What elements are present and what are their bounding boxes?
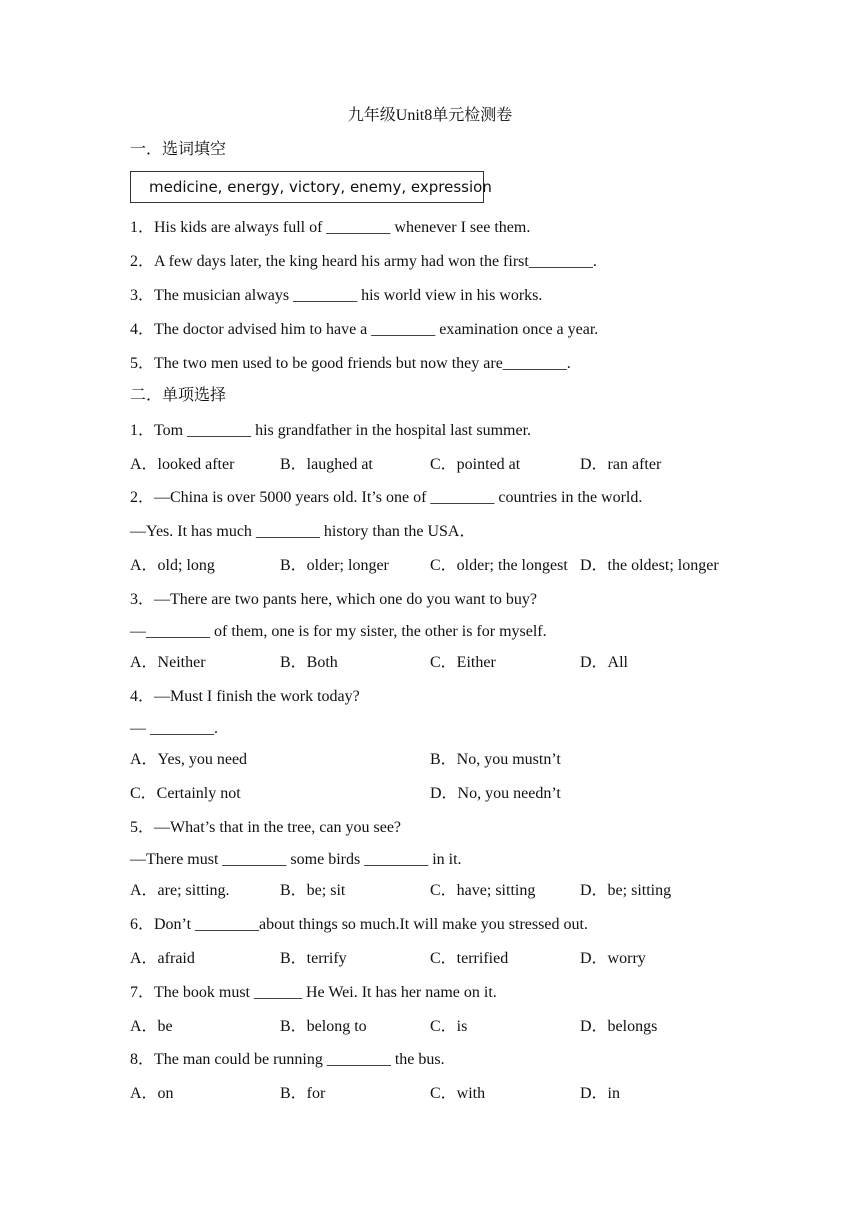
question-7-option-b: B．belong to bbox=[280, 1018, 367, 1035]
question-1-option-b: B．laughed at bbox=[280, 456, 373, 473]
question-6-option-c: C．terrified bbox=[430, 950, 509, 967]
question-1-option-d: D．ran after bbox=[580, 456, 662, 473]
vocab-item-3: 3．The musician always ________ his world view in his works. bbox=[130, 287, 543, 304]
vocab-item-2: 2．A few days later, the king heard his army had won the first________. bbox=[130, 253, 597, 270]
question-2-option-c: C．older; the longest bbox=[430, 557, 568, 574]
vocab-item-5: 5．The two men used to be good friends but now they are________. bbox=[130, 355, 571, 372]
question-5-stem-reply: —There must ________ some birds ________ in it. bbox=[130, 851, 462, 868]
question-2-stem: 2．—China is over 5000 years old. It’s one of ________ countries in the world. bbox=[130, 489, 643, 506]
question-4-option-b: B．No, you mustn’t bbox=[430, 751, 561, 768]
question-3-option-a: A．Neither bbox=[130, 654, 206, 671]
question-2-stem-reply: —Yes. It has much ________ history than the USA． bbox=[130, 523, 476, 540]
question-6-option-b: B．terrify bbox=[280, 950, 347, 967]
question-2-option-a: A．old; long bbox=[130, 557, 215, 574]
question-5-stem: 5．—What’s that in the tree, can you see? bbox=[130, 819, 402, 836]
question-8-option-a: A．on bbox=[130, 1085, 174, 1102]
question-6-option-a: A．afraid bbox=[130, 950, 195, 967]
question-3-option-b: B．Both bbox=[280, 654, 338, 671]
question-4-option-c: C．Certainly not bbox=[130, 785, 241, 802]
question-4-option-a: A．Yes, you need bbox=[130, 751, 248, 768]
question-7-option-c: C．is bbox=[430, 1018, 468, 1035]
question-3-option-d: D．All bbox=[580, 654, 629, 671]
section-heading-vocab: 一．选词填空 bbox=[130, 141, 227, 158]
vocab-item-1: 1．His kids are always full of ________ whenever I see them. bbox=[130, 219, 531, 236]
question-8-option-c: C．with bbox=[430, 1085, 486, 1102]
question-3-stem-reply: —________ of them, one is for my sister, the other is for myself. bbox=[130, 623, 547, 640]
question-2-option-d: D．the oldest; longer bbox=[580, 557, 719, 574]
question-7-option-a: A．be bbox=[130, 1018, 173, 1035]
question-5-option-b: B．be; sit bbox=[280, 882, 346, 899]
question-8-option-b: B．for bbox=[280, 1085, 326, 1102]
question-1-option-c: C．pointed at bbox=[430, 456, 521, 473]
question-6-option-d: D．worry bbox=[580, 950, 646, 967]
section-heading-choice: 二．单项选择 bbox=[130, 387, 227, 404]
question-3-option-c: C．Either bbox=[430, 654, 496, 671]
question-5-option-c: C．have; sitting bbox=[430, 882, 536, 899]
question-3-stem: 3．—There are two pants here, which one do you want to buy? bbox=[130, 591, 537, 608]
question-4-stem-reply: — ________. bbox=[130, 720, 218, 737]
question-5-option-a: A．are; sitting. bbox=[130, 882, 230, 899]
question-6-stem: 6．Don’t ________about things so much.It will make you stressed out. bbox=[130, 916, 588, 933]
word-box: medicine, energy, victory, enemy, expression bbox=[130, 171, 484, 203]
question-2-option-b: B．older; longer bbox=[280, 557, 389, 574]
question-7-option-d: D．belongs bbox=[580, 1018, 658, 1035]
question-8-option-d: D．in bbox=[580, 1085, 621, 1102]
question-4-stem: 4．—Must I finish the work today? bbox=[130, 688, 360, 705]
question-4-option-d: D．No, you needn’t bbox=[430, 785, 561, 802]
vocab-item-4: 4．The doctor advised him to have a ________ examination once a year. bbox=[130, 321, 599, 338]
page-title: 九年级Unit8单元检测卷 bbox=[347, 107, 513, 124]
question-5-option-d: D．be; sitting bbox=[580, 882, 672, 899]
question-1-option-a: A．looked after bbox=[130, 456, 235, 473]
question-7-stem: 7．The book must ______ He Wei. It has her name on it. bbox=[130, 984, 497, 1001]
question-1-stem: 1．Tom ________ his grandfather in the hospital last summer. bbox=[130, 422, 532, 439]
question-8-stem: 8．The man could be running ________ the bus. bbox=[130, 1051, 445, 1068]
